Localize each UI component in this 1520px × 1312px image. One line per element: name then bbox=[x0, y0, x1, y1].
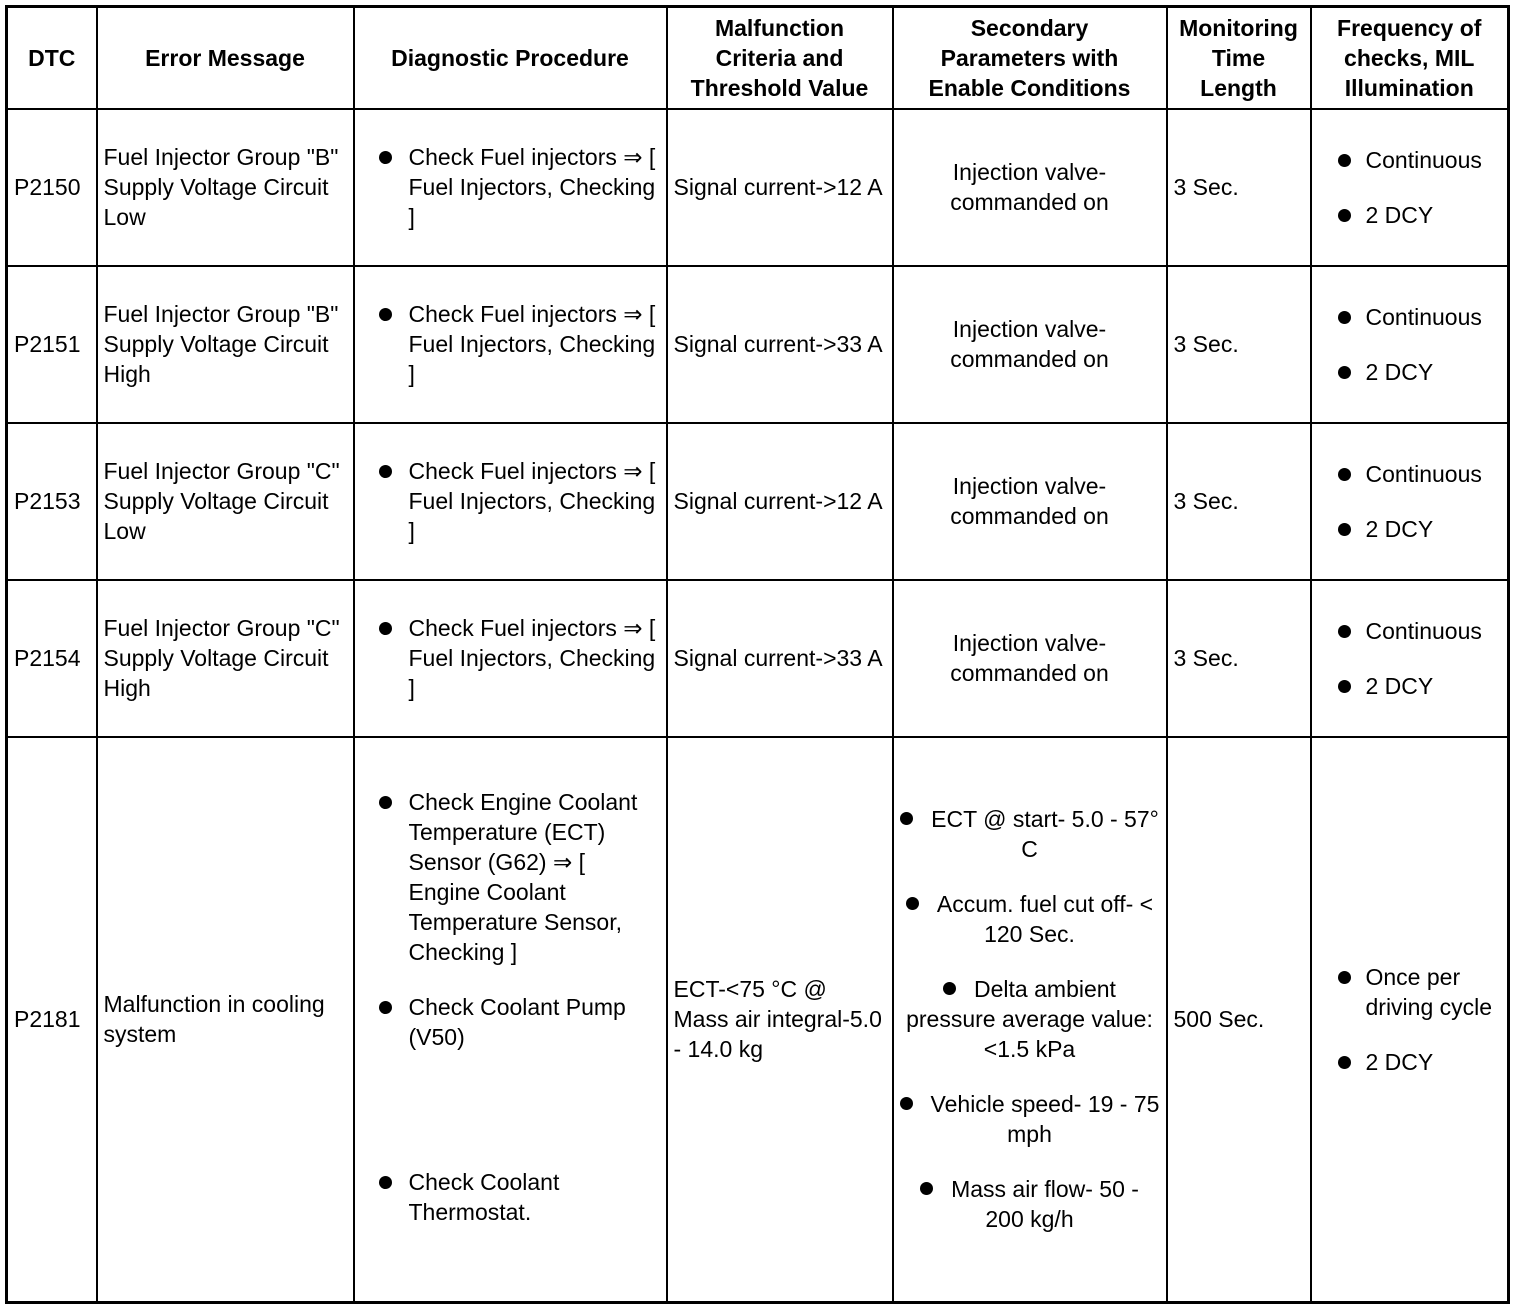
dtc-code: P2153 bbox=[7, 423, 97, 580]
diag-step: Check Fuel injectors ⇒ [ Fuel Injectors, Checking ] bbox=[361, 613, 660, 703]
diag-step: Check Engine Coolant Temperature (ECT) Sensor (G62) ⇒ [ Engine Coolant Temperature Sensor, Checking ] bbox=[361, 787, 660, 967]
malfunction-criteria: Signal current->12 A bbox=[667, 423, 893, 580]
table-row bbox=[7, 423, 1509, 580]
monitoring-time: 3 Sec. bbox=[1167, 423, 1311, 580]
malfunction-criteria: ECT-<75 °C @ Mass air integral-5.0 - 14.0 kg bbox=[667, 737, 893, 1303]
header-monitoring-time bbox=[1167, 7, 1311, 109]
diagnostic-procedure bbox=[354, 580, 667, 737]
table-row bbox=[7, 737, 1509, 1303]
secondary-parameters: Injection valve-commanded on bbox=[893, 580, 1167, 737]
header-line: Illumination bbox=[1344, 74, 1474, 101]
frequency-item: 2 DCY bbox=[1318, 1047, 1502, 1077]
spacer bbox=[361, 1077, 660, 1167]
table-row bbox=[7, 266, 1509, 423]
header-secondary-parameters bbox=[893, 7, 1167, 109]
frequency-item: 2 DCY bbox=[1318, 514, 1502, 544]
diagnostic-procedure bbox=[354, 109, 667, 266]
frequency bbox=[1311, 109, 1509, 266]
diag-step: Check Coolant Pump (V50) bbox=[361, 992, 660, 1052]
malfunction-criteria: Signal current->12 A bbox=[667, 109, 893, 266]
frequency-item: Once per driving cycle bbox=[1318, 962, 1502, 1022]
secondary-text: ECT @ start- 5.0 - 57° C bbox=[931, 806, 1159, 863]
bullet-icon bbox=[920, 1182, 933, 1195]
header-row bbox=[7, 7, 1509, 109]
header-diagnostic-procedure: Diagnostic Procedure bbox=[354, 7, 667, 109]
monitoring-time: 3 Sec. bbox=[1167, 109, 1311, 266]
diagnostic-procedure bbox=[354, 737, 667, 1303]
bullet-icon bbox=[943, 982, 956, 995]
frequency-item: Continuous bbox=[1318, 459, 1502, 489]
bullet-icon bbox=[900, 812, 913, 825]
dtc-code: P2150 bbox=[7, 109, 97, 266]
secondary-text: Delta ambient pressure average value:<1.5 kPa bbox=[906, 976, 1153, 1063]
frequency-item: Continuous bbox=[1318, 616, 1502, 646]
dtc-code: P2154 bbox=[7, 580, 97, 737]
secondary-parameters bbox=[893, 737, 1167, 1303]
secondary-text: Accum. fuel cut off- < 120 Sec. bbox=[936, 891, 1154, 948]
frequency-item: 2 DCY bbox=[1318, 357, 1502, 387]
malfunction-criteria: Signal current->33 A bbox=[667, 580, 893, 737]
table-row bbox=[7, 580, 1509, 737]
secondary-item bbox=[900, 1089, 1160, 1149]
frequency bbox=[1311, 580, 1509, 737]
diag-step: Check Fuel injectors ⇒ [ Fuel Injectors, Checking ] bbox=[361, 456, 660, 546]
secondary-item bbox=[900, 889, 1160, 949]
monitoring-time: 500 Sec. bbox=[1167, 737, 1311, 1303]
diag-step: Check Coolant Thermostat. bbox=[361, 1167, 660, 1227]
error-message: Fuel Injector Group "B" Supply Voltage Circuit Low bbox=[97, 109, 354, 266]
frequency bbox=[1311, 423, 1509, 580]
secondary-item bbox=[900, 804, 1160, 864]
secondary-parameters: Injection valve-commanded on bbox=[893, 109, 1167, 266]
header-line: Criteria and bbox=[715, 44, 844, 71]
header-line: Frequency of bbox=[1337, 14, 1482, 41]
dtc-code: P2181 bbox=[7, 737, 97, 1303]
header-line: Parameters with bbox=[940, 44, 1119, 71]
secondary-parameters: Injection valve-commanded on bbox=[893, 423, 1167, 580]
header-line: Malfunction bbox=[714, 14, 845, 41]
error-message: Fuel Injector Group "C" Supply Voltage Circuit Low bbox=[97, 423, 354, 580]
dtc-code: P2151 bbox=[7, 266, 97, 423]
error-message: Fuel Injector Group "C" Supply Voltage Circuit High bbox=[97, 580, 354, 737]
header-line: Secondary bbox=[970, 14, 1089, 41]
frequency-item: Continuous bbox=[1318, 302, 1502, 332]
frequency-item: 2 DCY bbox=[1318, 671, 1502, 701]
secondary-text: Mass air flow- 50 - 200 kg/h bbox=[951, 1176, 1139, 1233]
diag-step: Check Fuel injectors ⇒ [ Fuel Injectors, Checking ] bbox=[361, 142, 660, 232]
monitoring-time: 3 Sec. bbox=[1167, 580, 1311, 737]
secondary-text: Vehicle speed- 19 - 75 mph bbox=[930, 1091, 1160, 1148]
header-line: Threshold Value bbox=[690, 74, 869, 101]
diag-step: Check Fuel injectors ⇒ [ Fuel Injectors, Checking ] bbox=[361, 299, 660, 389]
error-message: Malfunction in cooling system bbox=[97, 737, 354, 1303]
header-malfunction-criteria bbox=[667, 7, 893, 109]
bullet-icon bbox=[906, 897, 919, 910]
header-line: checks, MIL bbox=[1344, 44, 1475, 71]
header-line: Enable Conditions bbox=[928, 74, 1131, 101]
diagnostic-procedure bbox=[354, 423, 667, 580]
frequency bbox=[1311, 737, 1509, 1303]
error-message: Fuel Injector Group "B" Supply Voltage Circuit High bbox=[97, 266, 354, 423]
header-line: Monitoring bbox=[1179, 14, 1298, 41]
header-line: Time bbox=[1211, 44, 1266, 71]
header-error-message: Error Message bbox=[97, 7, 354, 109]
frequency-item: Continuous bbox=[1318, 145, 1502, 175]
header-line: Length bbox=[1200, 74, 1277, 101]
secondary-parameters: Injection valve-commanded on bbox=[893, 266, 1167, 423]
secondary-item bbox=[900, 974, 1160, 1064]
table-row bbox=[7, 109, 1509, 266]
frequency-item: 2 DCY bbox=[1318, 200, 1502, 230]
diagnostic-procedure bbox=[354, 266, 667, 423]
bullet-icon bbox=[900, 1097, 913, 1110]
monitoring-time: 3 Sec. bbox=[1167, 266, 1311, 423]
secondary-item bbox=[900, 1174, 1160, 1234]
header-dtc: DTC bbox=[7, 7, 97, 109]
malfunction-criteria: Signal current->33 A bbox=[667, 266, 893, 423]
dtc-table bbox=[5, 5, 1510, 1304]
frequency bbox=[1311, 266, 1509, 423]
header-frequency bbox=[1311, 7, 1509, 109]
